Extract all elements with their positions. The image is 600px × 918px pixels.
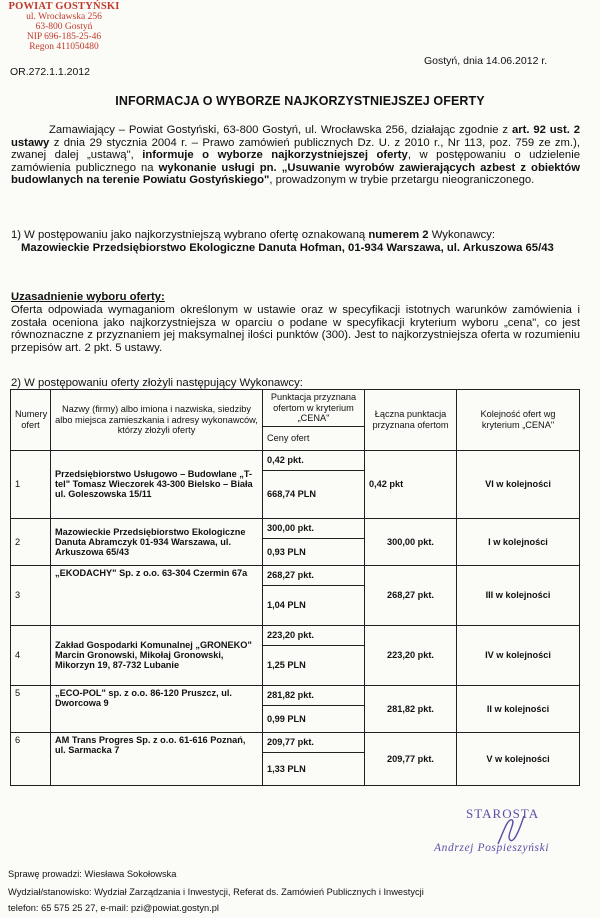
offer-points: 300,00 pkt.: [263, 518, 365, 538]
offer-contractor: AM Trans Progres Sp. z o.o. 61-616 Poznań, ul. Sarmacka 7: [51, 732, 263, 785]
table-header-row: [11, 390, 580, 427]
stamp-title: POWIAT GOSTYŃSKI: [8, 1, 120, 12]
justification-text: Oferta odpowiada wymaganiom określonym w ustawie oraz w specyfikacji istotnych warunków zamówienia i została oceniona jako najkorzystniejsza w oparciu o podane w specyfikacji kryterium wyboru „cena", co jest równoznaczne z przyznaniem jej maksymalnej ilości punktów (300). Jest to najkorzystniejsza oferta w rozumieniu przepisów art. 2 pkt. 5 ustawy.: [11, 304, 580, 354]
point-1: [11, 229, 580, 254]
header-number: Numery ofert: [11, 390, 51, 451]
signature-block: [430, 796, 580, 866]
winning-contractor: Mazowieckie Przedsiębiorstwo Ekologiczne Danuta Hofman, 01-934 Warszawa, ul. Arkuszowa 65/43: [21, 241, 554, 254]
header-name: Nazwy (firmy) albo imiona i nazwiska, siedziby albo miejsca zamieszkania i adresy wykonawców, którzy złożyli oferty: [51, 390, 263, 451]
footer-prepared-by: Sprawę prowadzi: Wiesława Sokołowska: [8, 869, 177, 879]
offer-number: 6: [11, 732, 51, 785]
offer-rank: I w kolejności: [457, 518, 580, 565]
offer-number: 3: [11, 565, 51, 625]
table-row: [11, 685, 580, 705]
intro-bold: wykonanie usługi pn. „Usuwanie wyrobów zawierających azbest z obiektów budowlanych na terenie Powiatu Gostyńskiego": [11, 161, 580, 186]
offer-price: 0,93 PLN: [263, 538, 365, 565]
table-row: [11, 450, 580, 470]
intro-text: , w postępowaniu o udzielenie zamówienia publicznego na: [11, 149, 580, 174]
signature-stamp: STAROSTA: [466, 806, 540, 821]
offer-number: 4: [11, 625, 51, 685]
offer-contractor: Mazowieckie Przedsiębiorstwo Ekologiczne Danuta Abramczyk 01-934 Warszawa, ul. Arkuszowa 65/43: [51, 518, 263, 565]
footer-contact: telefon: 65 575 25 27, e-mail: pzi@powiat.gostyn.pl: [8, 903, 219, 913]
offer-rank: V w kolejności: [457, 732, 580, 785]
offer-rank: IV w kolejności: [457, 625, 580, 685]
reference-number: OR.272.1.1.2012: [10, 66, 90, 78]
document-title: INFORMACJA O WYBORZE NAJKORZYSTNIEJSZEJ OFERTY: [115, 94, 485, 108]
offer-total: 281,82 pkt.: [365, 685, 457, 732]
offer-total: 223,20 pkt.: [365, 625, 457, 685]
header-price: Ceny ofert: [263, 426, 365, 450]
table-row: [11, 732, 580, 752]
document-date: Gostyń, dnia 14.06.2012 r.: [424, 55, 548, 67]
offer-number: 2: [11, 518, 51, 565]
intro-paragraph: [11, 124, 580, 187]
header-points: Punktacja przyznana ofertom w kryterium „CENA": [263, 390, 365, 427]
point-1-text: 1) W postępowaniu jako najkorzystniejszą wybrano ofertę oznakowaną: [11, 229, 369, 241]
offer-number: 5: [11, 685, 51, 732]
intro-text: , prowadzonym w trybie przetargu nieograniczonego.: [269, 174, 535, 186]
point-2: 2) W postępowaniu oferty złożyli następujący Wykonawcy:: [11, 377, 303, 389]
offer-total: 300,00 pkt.: [365, 518, 457, 565]
offer-contractor: „EKODACHY" Sp. z o.o. 63-304 Czermin 67a: [51, 565, 263, 625]
offer-points: 268,27 pkt.: [263, 565, 365, 585]
stamp-line: 63-800 Gostyń: [35, 22, 93, 32]
offer-points: 0,42 pkt.: [263, 450, 365, 470]
offers-table: [10, 389, 580, 786]
offer-price: 668,74 PLN: [263, 470, 365, 518]
offer-rank: VI w kolejności: [457, 450, 580, 518]
table-row: [11, 625, 580, 645]
signature-name: Andrzej Pospieszyński: [434, 842, 550, 854]
offer-rank: III w kolejności: [457, 565, 580, 625]
intro-bold: informuje o wyborze najkorzystniejszej oferty: [142, 149, 408, 161]
offer-contractor: Zakład Gospodarki Komunalnej „GRONEKO" Marcin Gronowski, Mikołaj Gronowski, Mikorzyn 19, 87-732 Lubanie: [51, 625, 263, 685]
intro-bold: art. 92 ust. 2 ustawy: [11, 124, 580, 149]
offer-price: 1,04 PLN: [263, 585, 365, 625]
header-total: Łączna punktacja przyznana ofertom: [365, 390, 457, 451]
intro-text: Zamawiający – Powiat Gostyński, 63-800 Gostyń, ul. Wrocławska 256, działając zgodnie z: [49, 124, 512, 136]
offer-rank: II w kolejności: [457, 685, 580, 732]
stamp-line: ul. Wrocławska 256: [26, 12, 102, 22]
offer-points: 281,82 pkt.: [263, 685, 365, 705]
offer-price: 0,99 PLN: [263, 705, 365, 732]
offer-points: 223,20 pkt.: [263, 625, 365, 645]
header-rank: Kolejność ofert wg kryterium „CENA": [457, 390, 580, 451]
offer-total: 209,77 pkt.: [365, 732, 457, 785]
footer-department: Wydział/stanowisko: Wydział Zarządzania i Inwestycji, Referat ds. Zamówień Publicznych i Inwestycji: [8, 887, 424, 897]
point-1-text: Wykonawcy:: [428, 229, 496, 241]
point-1-number: numerem 2: [368, 229, 429, 241]
offer-total: 0,42 pkt: [365, 450, 457, 518]
table-row: [11, 518, 580, 538]
offer-points: 209,77 pkt.: [263, 732, 365, 752]
offer-number: 1: [11, 450, 51, 518]
justification-heading: Uzasadnienie wyboru oferty:: [11, 291, 165, 303]
stamp-line: Regon 411050480: [29, 42, 99, 52]
offer-price: 1,33 PLN: [263, 752, 365, 785]
offer-contractor: „ECO-POL" sp. z o.o. 86-120 Pruszcz, ul. Dworcowa 9: [51, 685, 263, 732]
table-row: [11, 565, 580, 585]
offer-contractor: Przedsiębiorstwo Usługowo – Budowlane „T-tel" Tomasz Wieczorek 43-300 Bielsko – Biała ul. Goleszowska 15/11: [51, 450, 263, 518]
intro-text: z dnia 29 stycznia 2004 r. – Prawo zamówień publicznych Dz. U. z 2010 r., Nr 113, poz. 759 ze zm.), zwanej dalej „ustawą",: [11, 136, 580, 161]
office-stamp: [8, 2, 120, 52]
offer-price: 1,25 PLN: [263, 645, 365, 685]
stamp-line: NIP 696-185-25-46: [26, 32, 102, 42]
offer-total: 268,27 pkt.: [365, 565, 457, 625]
